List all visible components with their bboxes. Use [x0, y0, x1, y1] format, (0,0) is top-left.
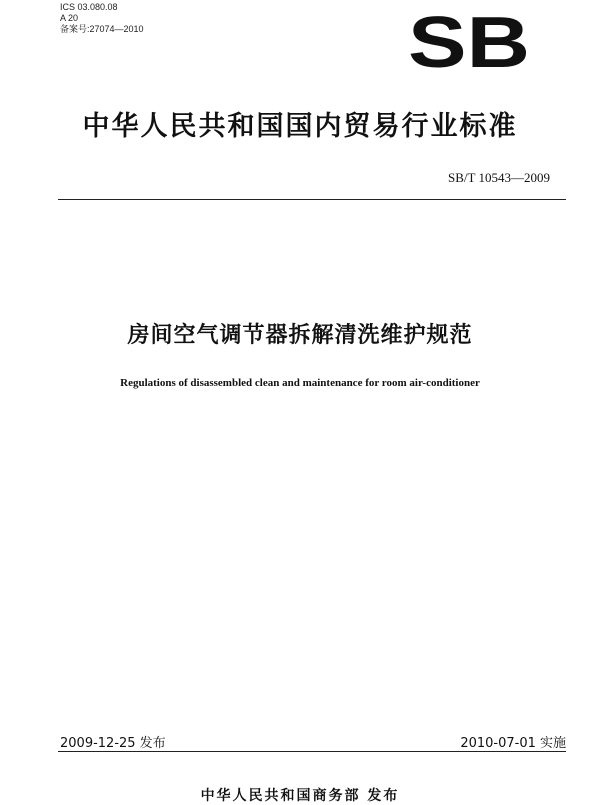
- record-number: 备案号:27074—2010: [60, 24, 144, 34]
- sb-logo-text: SB: [408, 12, 530, 72]
- bottom-divider: [58, 751, 566, 752]
- issue-date: 2009-12-25 发布: [60, 736, 166, 751]
- document-title-en: Regulations of disassembled clean and maintenance for room air-conditioner: [120, 377, 480, 389]
- top-divider: [58, 199, 566, 200]
- meta-block: [60, 2, 144, 35]
- standard-title: 中华人民共和国国内贸易行业标准: [82, 111, 518, 142]
- standard-number: SB/T 10543—2009: [448, 170, 550, 185]
- classification-code: A 20: [60, 13, 79, 23]
- ics-code: ICS 03.080.08: [60, 2, 118, 12]
- publisher: 中华人民共和国商务部 发布: [200, 788, 400, 804]
- implementation-date: 2010-07-01 实施: [460, 736, 566, 751]
- sb-logo: [406, 12, 532, 72]
- document-title-zh: 房间空气调节器拆解清洗维护规范: [127, 323, 473, 348]
